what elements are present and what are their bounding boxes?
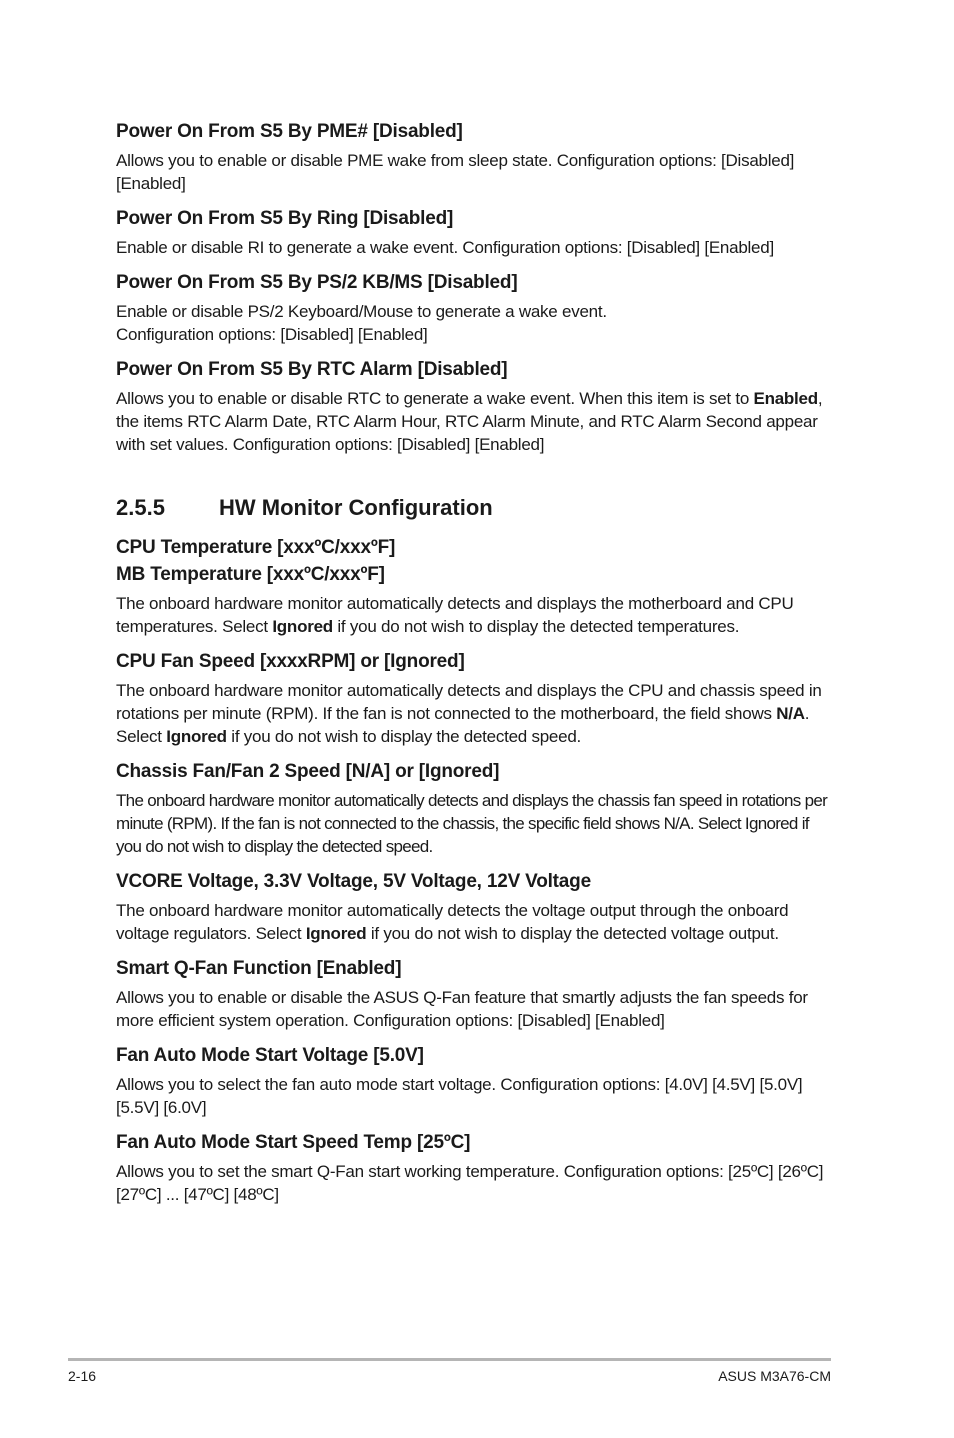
item-rtc-alarm <box>116 356 832 456</box>
description-text: , the items RTC Alarm Date, RTC Alarm Hour, RTC Alarm Minute, and RTC Alarm Second appear with set values. Configuration options: [Disabled] [Enabled] <box>116 389 823 454</box>
product-name: ASUS M3A76-CM <box>718 1368 831 1384</box>
section-heading <box>116 494 832 522</box>
description-text: . Select <box>116 704 810 746</box>
item-chassis-fan <box>116 758 832 858</box>
item-description: Allows you to select the fan auto mode start voltage. Configuration options: [4.0V] [4.5V] [5.0V] [5.5V] [6.0V] <box>116 1075 803 1117</box>
item-description <box>116 899 832 945</box>
description-text: Allows you to enable or disable RTC to generate a wake event. When this item is set to <box>116 389 754 408</box>
item-voltage <box>116 868 832 945</box>
item-description: Allows you to set the smart Q-Fan start working temperature. Configuration options: [25ºC] [26ºC] [27ºC] ... [47ºC] [48ºC] <box>116 1162 824 1204</box>
item-title: Power On From S5 By PS/2 KB/MS [Disabled] <box>116 272 518 293</box>
item-cpu-fan <box>116 648 832 748</box>
title-line: CPU Temperature [xxxºC/xxxºF] <box>116 537 396 558</box>
description-text: The onboard hardware monitor automatically detects and displays the CPU and chassis speed in rotations per minute (RPM). If the fan is not connected to the motherboard, the field shows <box>116 681 822 723</box>
item-ps2 <box>116 269 832 346</box>
item-description <box>116 592 832 638</box>
item-description <box>116 387 832 456</box>
description-text: if you do not wish to display the detected temperatures. <box>332 617 740 636</box>
item-description: The onboard hardware monitor automatically detects and displays the chassis fan speed in rotations per minute (RPM). If the fan is not connected to the chassis, the specific field shows N/A. Select Ignored if you do not wish to display the detected speed. <box>116 791 828 856</box>
item-title: Power On From S5 By Ring [Disabled] <box>116 208 454 229</box>
title-line: MB Temperature [xxxºC/xxxºF] <box>116 564 385 585</box>
item-description: Allows you to enable or disable PME wake from sleep state. Configuration options: [Disabled] [Enabled] <box>116 151 795 193</box>
description-line: Configuration options: [Disabled] [Enabled] <box>116 325 428 344</box>
item-title: Smart Q-Fan Function [Enabled] <box>116 958 402 979</box>
description-line: Enable or disable PS/2 Keyboard/Mouse to generate a wake event. <box>116 302 607 321</box>
item-fan-auto-temp <box>116 1129 832 1206</box>
description-emphasis: Ignored <box>166 727 227 746</box>
description-emphasis: Enabled <box>753 389 818 408</box>
item-fan-auto-voltage <box>116 1042 832 1119</box>
footer-divider <box>68 1358 831 1361</box>
item-title: Fan Auto Mode Start Speed Temp [25ºC] <box>116 1132 471 1153</box>
item-smart-qfan <box>116 955 832 1032</box>
item-temperature <box>116 534 832 638</box>
section-number: 2.5.5 <box>116 495 165 520</box>
description-text: The onboard hardware monitor automatically detects and displays the motherboard and CPU temperatures. Select <box>116 594 794 636</box>
page-number: 2-16 <box>68 1368 97 1384</box>
item-title: VCORE Voltage, 3.3V Voltage, 5V Voltage, 12V Voltage <box>116 871 591 892</box>
item-title: Power On From S5 By PME# [Disabled] <box>116 121 463 142</box>
description-text: if you do not wish to display the detected speed. <box>226 727 582 746</box>
description-emphasis: N/A <box>776 704 805 723</box>
section-title: HW Monitor Configuration <box>219 495 493 520</box>
item-pme <box>116 118 832 195</box>
item-title: CPU Fan Speed [xxxxRPM] or [Ignored] <box>116 651 465 672</box>
description-emphasis: Ignored <box>272 617 333 636</box>
item-title <box>116 534 832 588</box>
item-description: Allows you to enable or disable the ASUS Q-Fan feature that smartly adjusts the fan speeds for more efficient system operation. Configuration options: [Disabled] [Enabled] <box>116 988 808 1030</box>
item-title: Power On From S5 By RTC Alarm [Disabled] <box>116 359 508 380</box>
item-description <box>116 300 832 346</box>
item-title: Fan Auto Mode Start Voltage [5.0V] <box>116 1045 424 1066</box>
description-text: The onboard hardware monitor automatically detects the voltage output through the onboard voltage regulators. Select <box>116 901 789 943</box>
item-title: Chassis Fan/Fan 2 Speed [N/A] or [Ignored] <box>116 761 500 782</box>
page-content <box>116 118 832 1216</box>
item-description <box>116 679 832 748</box>
description-text: if you do not wish to display the detected voltage output. <box>366 924 779 943</box>
item-description: Enable or disable RI to generate a wake event. Configuration options: [Disabled] [Enabled] <box>116 238 774 257</box>
description-emphasis: Ignored <box>305 924 367 943</box>
item-ring <box>116 205 832 259</box>
